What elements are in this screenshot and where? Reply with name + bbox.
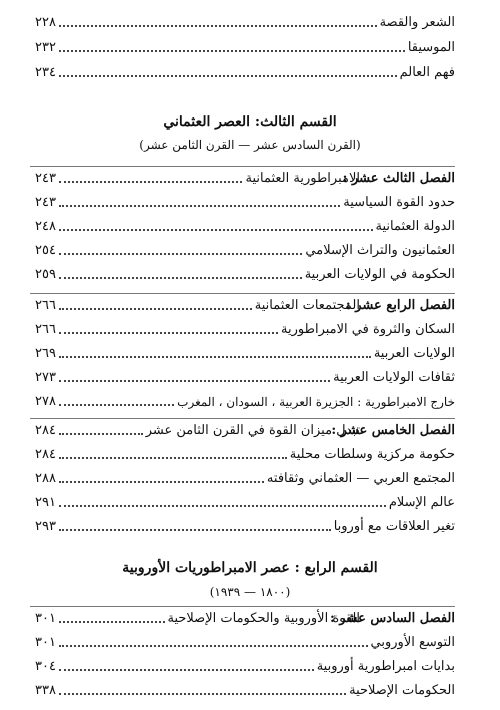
toc-entry-title: تغير العلاقات مع أوروبا <box>333 519 455 534</box>
toc-entry-page: ٢٤٨ <box>35 219 56 234</box>
chapter-label: الفصل الثالث عشر : <box>342 171 455 186</box>
toc-entry-title: المجتمعات العثمانية <box>254 298 360 313</box>
toc-entry <box>35 12 455 34</box>
chapter-label: الفصل الرابع عشر : <box>345 298 455 313</box>
toc-entry <box>35 492 455 514</box>
leader-dots <box>59 308 252 310</box>
leader-dots <box>59 404 174 406</box>
toc-entry <box>35 444 455 466</box>
toc-entry-page: ٢٣٢ <box>35 40 56 55</box>
toc-entry-title: الحكومة في الولايات العربية <box>304 267 455 282</box>
toc-entry-title: الدولة العثمانية <box>375 219 455 234</box>
leader-dots <box>59 481 264 483</box>
toc-entry <box>35 367 455 389</box>
toc-entry-page: ٢٧٨ <box>35 394 56 409</box>
toc-entry-title: حكومة مركزية وسلطات محلية <box>289 447 455 462</box>
leader-dots <box>59 75 397 77</box>
toc-entry-title: السكان والثروة في الامبراطورية <box>281 322 455 337</box>
toc-entry-title: عالم الإسلام <box>388 495 455 510</box>
toc-entry-title: الشعر والقصة <box>379 15 455 30</box>
toc-entry-title: الولايات العربية <box>373 346 455 361</box>
part-heading: القسم الرابع : عصر الامبراطوريات الأوروبية <box>122 560 378 576</box>
leader-dots <box>59 669 314 671</box>
chapter-divider <box>30 293 455 294</box>
toc-entry-page: ٢٤٣ <box>35 195 56 210</box>
leader-dots <box>59 645 368 647</box>
leader-dots <box>59 332 278 334</box>
toc-entry <box>35 192 455 214</box>
toc-entry <box>35 680 455 702</box>
leader-dots <box>59 277 302 279</box>
leader-dots <box>59 25 377 27</box>
chapter-label: الفصل السادس عشر : <box>330 611 455 626</box>
toc-entry-title: القوة الأوروبية والحكومات الإصلاحية <box>167 611 360 626</box>
leader-dots <box>59 621 165 623</box>
toc-entry-page: ٣٠١ <box>35 611 56 626</box>
toc-entry-page: ٢٥٤ <box>35 243 56 258</box>
toc-entry <box>35 516 455 538</box>
part-heading: القسم الثالث: العصر العثماني <box>163 114 337 130</box>
leader-dots <box>59 205 340 207</box>
toc-entry-page: ٣٣٨ <box>35 683 56 698</box>
toc-entry-title: بدايات امبراطورية أوروبية <box>316 659 455 674</box>
leader-dots <box>59 253 302 255</box>
leader-dots <box>59 356 371 358</box>
toc-entry <box>35 656 455 678</box>
leader-dots <box>59 693 346 695</box>
toc-entry-title: الحكومات الإصلاحية <box>349 683 455 698</box>
part-subheading: (القرن السادس عشر — القرن الثامن عشر) <box>139 138 361 152</box>
toc-entry-page: ٢٧٣ <box>35 370 56 385</box>
leader-dots <box>59 433 143 435</box>
leader-dots <box>59 50 405 52</box>
chapter-divider <box>30 606 455 607</box>
leader-dots <box>59 229 373 231</box>
leader-dots <box>59 505 386 507</box>
toc-entry <box>35 264 455 286</box>
toc-entry-title: خارج الامبراطورية : الجزيرة العربية ، السودان ، المغرب <box>177 395 455 409</box>
toc-entry-title: تبدل ميزان القوة في القرن الثامن عشر <box>145 423 360 438</box>
part-subheading: (١٨٠٠ — ١٩٣٩) <box>209 585 291 599</box>
toc-entry-page: ٢٣٤ <box>35 65 56 80</box>
toc-entry-title: العثمانيون والتراث الإسلامي <box>305 243 455 258</box>
toc-entry-title: ثقافات الولايات العربية <box>333 370 455 385</box>
toc-entry-page: ٢٦٦ <box>35 322 56 337</box>
toc-entry <box>35 168 360 190</box>
toc-entry-title: الموسيقا <box>407 40 455 55</box>
toc-entry <box>35 62 455 84</box>
chapter-divider <box>30 166 455 167</box>
toc-entry-page: ٢٤٣ <box>35 171 56 186</box>
toc-entry-page: ٢٩١ <box>35 495 56 510</box>
leader-dots <box>59 181 243 183</box>
toc-entry-page: ٣٠٤ <box>35 659 56 674</box>
toc-entry-page: ٢٦٦ <box>35 298 56 313</box>
chapter-label: الفصل الخامس عشر : <box>331 423 455 438</box>
toc-entry <box>35 216 455 238</box>
chapter-divider <box>30 418 455 419</box>
toc-entry-page: ٢٨٨ <box>35 471 56 486</box>
toc-entry <box>35 295 360 317</box>
toc-entry-page: ٢٨٤ <box>35 423 56 438</box>
toc-entry <box>35 391 455 413</box>
leader-dots <box>59 457 287 459</box>
toc-entry <box>35 420 360 442</box>
toc-entry <box>35 319 455 341</box>
toc-entry-page: ٢٦٩ <box>35 346 56 361</box>
toc-entry <box>35 343 455 365</box>
leader-dots <box>59 380 330 382</box>
toc-entry <box>35 608 360 630</box>
toc-entry-title: التوسع الأوروبي <box>370 635 455 650</box>
toc-entry-title: المجتمع العربي — العثماني وثقافته <box>266 471 455 486</box>
toc-entry-page: ٢٢٨ <box>35 15 56 30</box>
toc-entry-page: ٢٥٩ <box>35 267 56 282</box>
toc-entry <box>35 37 455 59</box>
toc-entry <box>35 632 455 654</box>
toc-entry-title: الامبراطورية العثمانية <box>245 171 360 186</box>
toc-entry <box>35 240 455 262</box>
toc-entry-title: حدود القوة السياسية <box>343 195 455 210</box>
leader-dots <box>59 529 331 531</box>
toc-entry-title: فهم العالم <box>399 65 455 80</box>
toc-entry-page: ٢٩٣ <box>35 519 56 534</box>
toc-entry-page: ٣٠١ <box>35 635 56 650</box>
toc-entry-page: ٢٨٤ <box>35 447 56 462</box>
toc-entry <box>35 468 455 490</box>
